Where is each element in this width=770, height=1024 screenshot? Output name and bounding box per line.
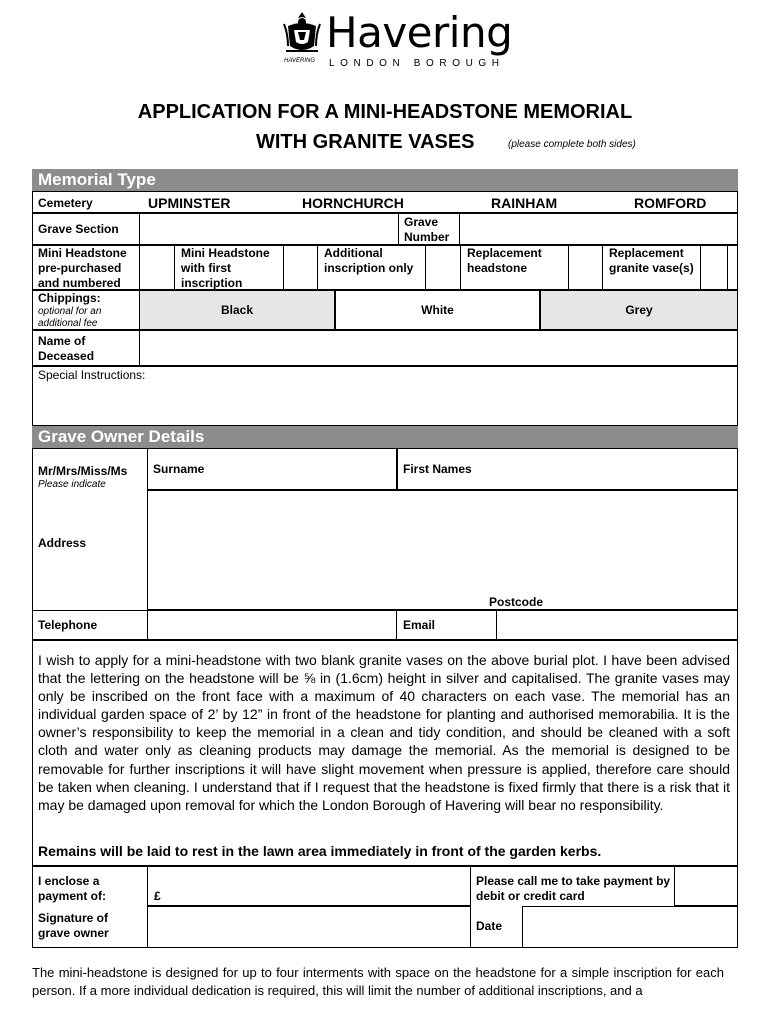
chippings-white-label: White: [421, 303, 454, 317]
option-label-additional-inscription: Additional inscription only: [324, 246, 414, 275]
callme-label: Please call me to take payment by debit or credit card: [476, 874, 671, 903]
option-checkbox-first-inscription[interactable]: [283, 245, 318, 290]
crest-caption: HAVERING: [284, 58, 316, 64]
telephone-input[interactable]: [147, 610, 397, 640]
chippings-grey-label: Grey: [625, 303, 653, 317]
declaration-text: I wish to apply for a mini-headstone with two blank granite vases on the above burial plot. I have been advised that the lettering on the headstone will be ⅝ in (1.6cm) height in silver and capitalised. The granite vases may only be inscribed on the front face with a maximum of 40 characters on each vase. The memorial has an individual garden space of 2’ by 12” in front of the headstone for planting and authorised memorabilia. It is the owner’s responsibility to keep the memorial in a clean and tidy condition, and should be cleaned with a soft cloth and water only as cleaning products may damage the memorial. As the memorial is designed to be removable for further inscriptions it will have slight movement when pressure is applied, therefore care should be taken when cleaning. I understand that if I request that the headstone is fixed firmly that there is a risk that it may be damaged upon removal for which the London Borough of Havering will bear no responsibility.: [38, 652, 730, 813]
date-input[interactable]: [522, 906, 738, 948]
cemetery-label: Cemetery: [38, 196, 93, 210]
signature-label: Signature of grave owner: [38, 911, 109, 940]
option-checkbox-additional-inscription[interactable]: [425, 245, 461, 290]
address-label: Address: [38, 536, 87, 550]
postcode-label: Postcode: [489, 595, 544, 609]
form-title-note: (please complete both sides): [508, 139, 636, 150]
signature-input[interactable]: [147, 906, 471, 948]
cemetery-option-rainham[interactable]: RAINHAM: [491, 195, 558, 211]
telephone-label: Telephone: [38, 618, 98, 632]
option-label-first-inscription: Mini Headstone with first inscription: [181, 246, 270, 290]
callme-checkbox[interactable]: [674, 866, 738, 906]
grave-section-label: Grave Section: [38, 222, 119, 236]
remains-notice: Remains will be laid to rest in the lawn area immediately in front of the garden kerbs.: [38, 843, 602, 859]
brand-subtitle: LONDON BOROUGH: [329, 58, 505, 69]
brand-wordmark: Havering: [326, 8, 513, 57]
memorial-type-heading: Memorial Type: [32, 169, 738, 191]
form-title-line2: WITH GRANITE VASES: [256, 131, 475, 153]
email-label: Email: [403, 618, 436, 632]
grave-number-input[interactable]: [459, 213, 738, 245]
form-title-line1: APPLICATION FOR A MINI-HEADSTONE MEMORIAL: [137, 101, 633, 123]
footer-note: The mini-headstone is designed for up to four interments with space on the headstone for a simple inscription for each person. If a more individual dedication is required, this will limit the number of additional inscriptions, and a: [32, 965, 724, 998]
title-label: Mr/Mrs/Miss/Ms: [38, 464, 128, 478]
first-names-label: First Names: [403, 462, 472, 476]
option-checkbox-prepurchased[interactable]: [139, 245, 175, 290]
date-label: Date: [476, 919, 503, 933]
title-note: Please indicate: [38, 479, 106, 490]
cemetery-option-upminster[interactable]: UPMINSTER: [148, 195, 231, 211]
deceased-label: Name of Deceased: [38, 334, 95, 363]
surname-label: Surname: [153, 462, 205, 476]
payment-amount-input[interactable]: [147, 866, 471, 906]
enclose-label: I enclose a payment of:: [38, 874, 107, 903]
cemetery-option-romford[interactable]: ROMFORD: [634, 195, 707, 211]
special-instructions-label: Special Instructions:: [38, 368, 146, 382]
option-checkbox-replacement-vase[interactable]: [700, 245, 728, 290]
chippings-note: optional for an additional fee: [38, 306, 102, 329]
grave-number-label: Grave Number: [404, 215, 450, 244]
chippings-label: Chippings:: [38, 291, 101, 305]
address-input[interactable]: [147, 490, 738, 610]
option-label-replacement-headstone: Replacement headstone: [467, 246, 542, 275]
email-input[interactable]: [496, 610, 738, 640]
currency-symbol: £: [154, 889, 161, 903]
owner-details-heading: Grave Owner Details: [32, 426, 738, 448]
chippings-black-label: Black: [220, 303, 254, 317]
option-label-replacement-vase: Replacement granite vase(s): [609, 246, 694, 275]
deceased-name-input[interactable]: [139, 330, 738, 366]
grave-section-input[interactable]: [139, 213, 399, 245]
option-checkbox-replacement-headstone[interactable]: [568, 245, 603, 290]
cemetery-option-hornchurch[interactable]: HORNCHURCH: [302, 195, 404, 211]
option-label-prepurchased: Mini Headstone pre-purchased and numbered: [38, 246, 127, 290]
borough-crest-logo: [282, 10, 322, 62]
